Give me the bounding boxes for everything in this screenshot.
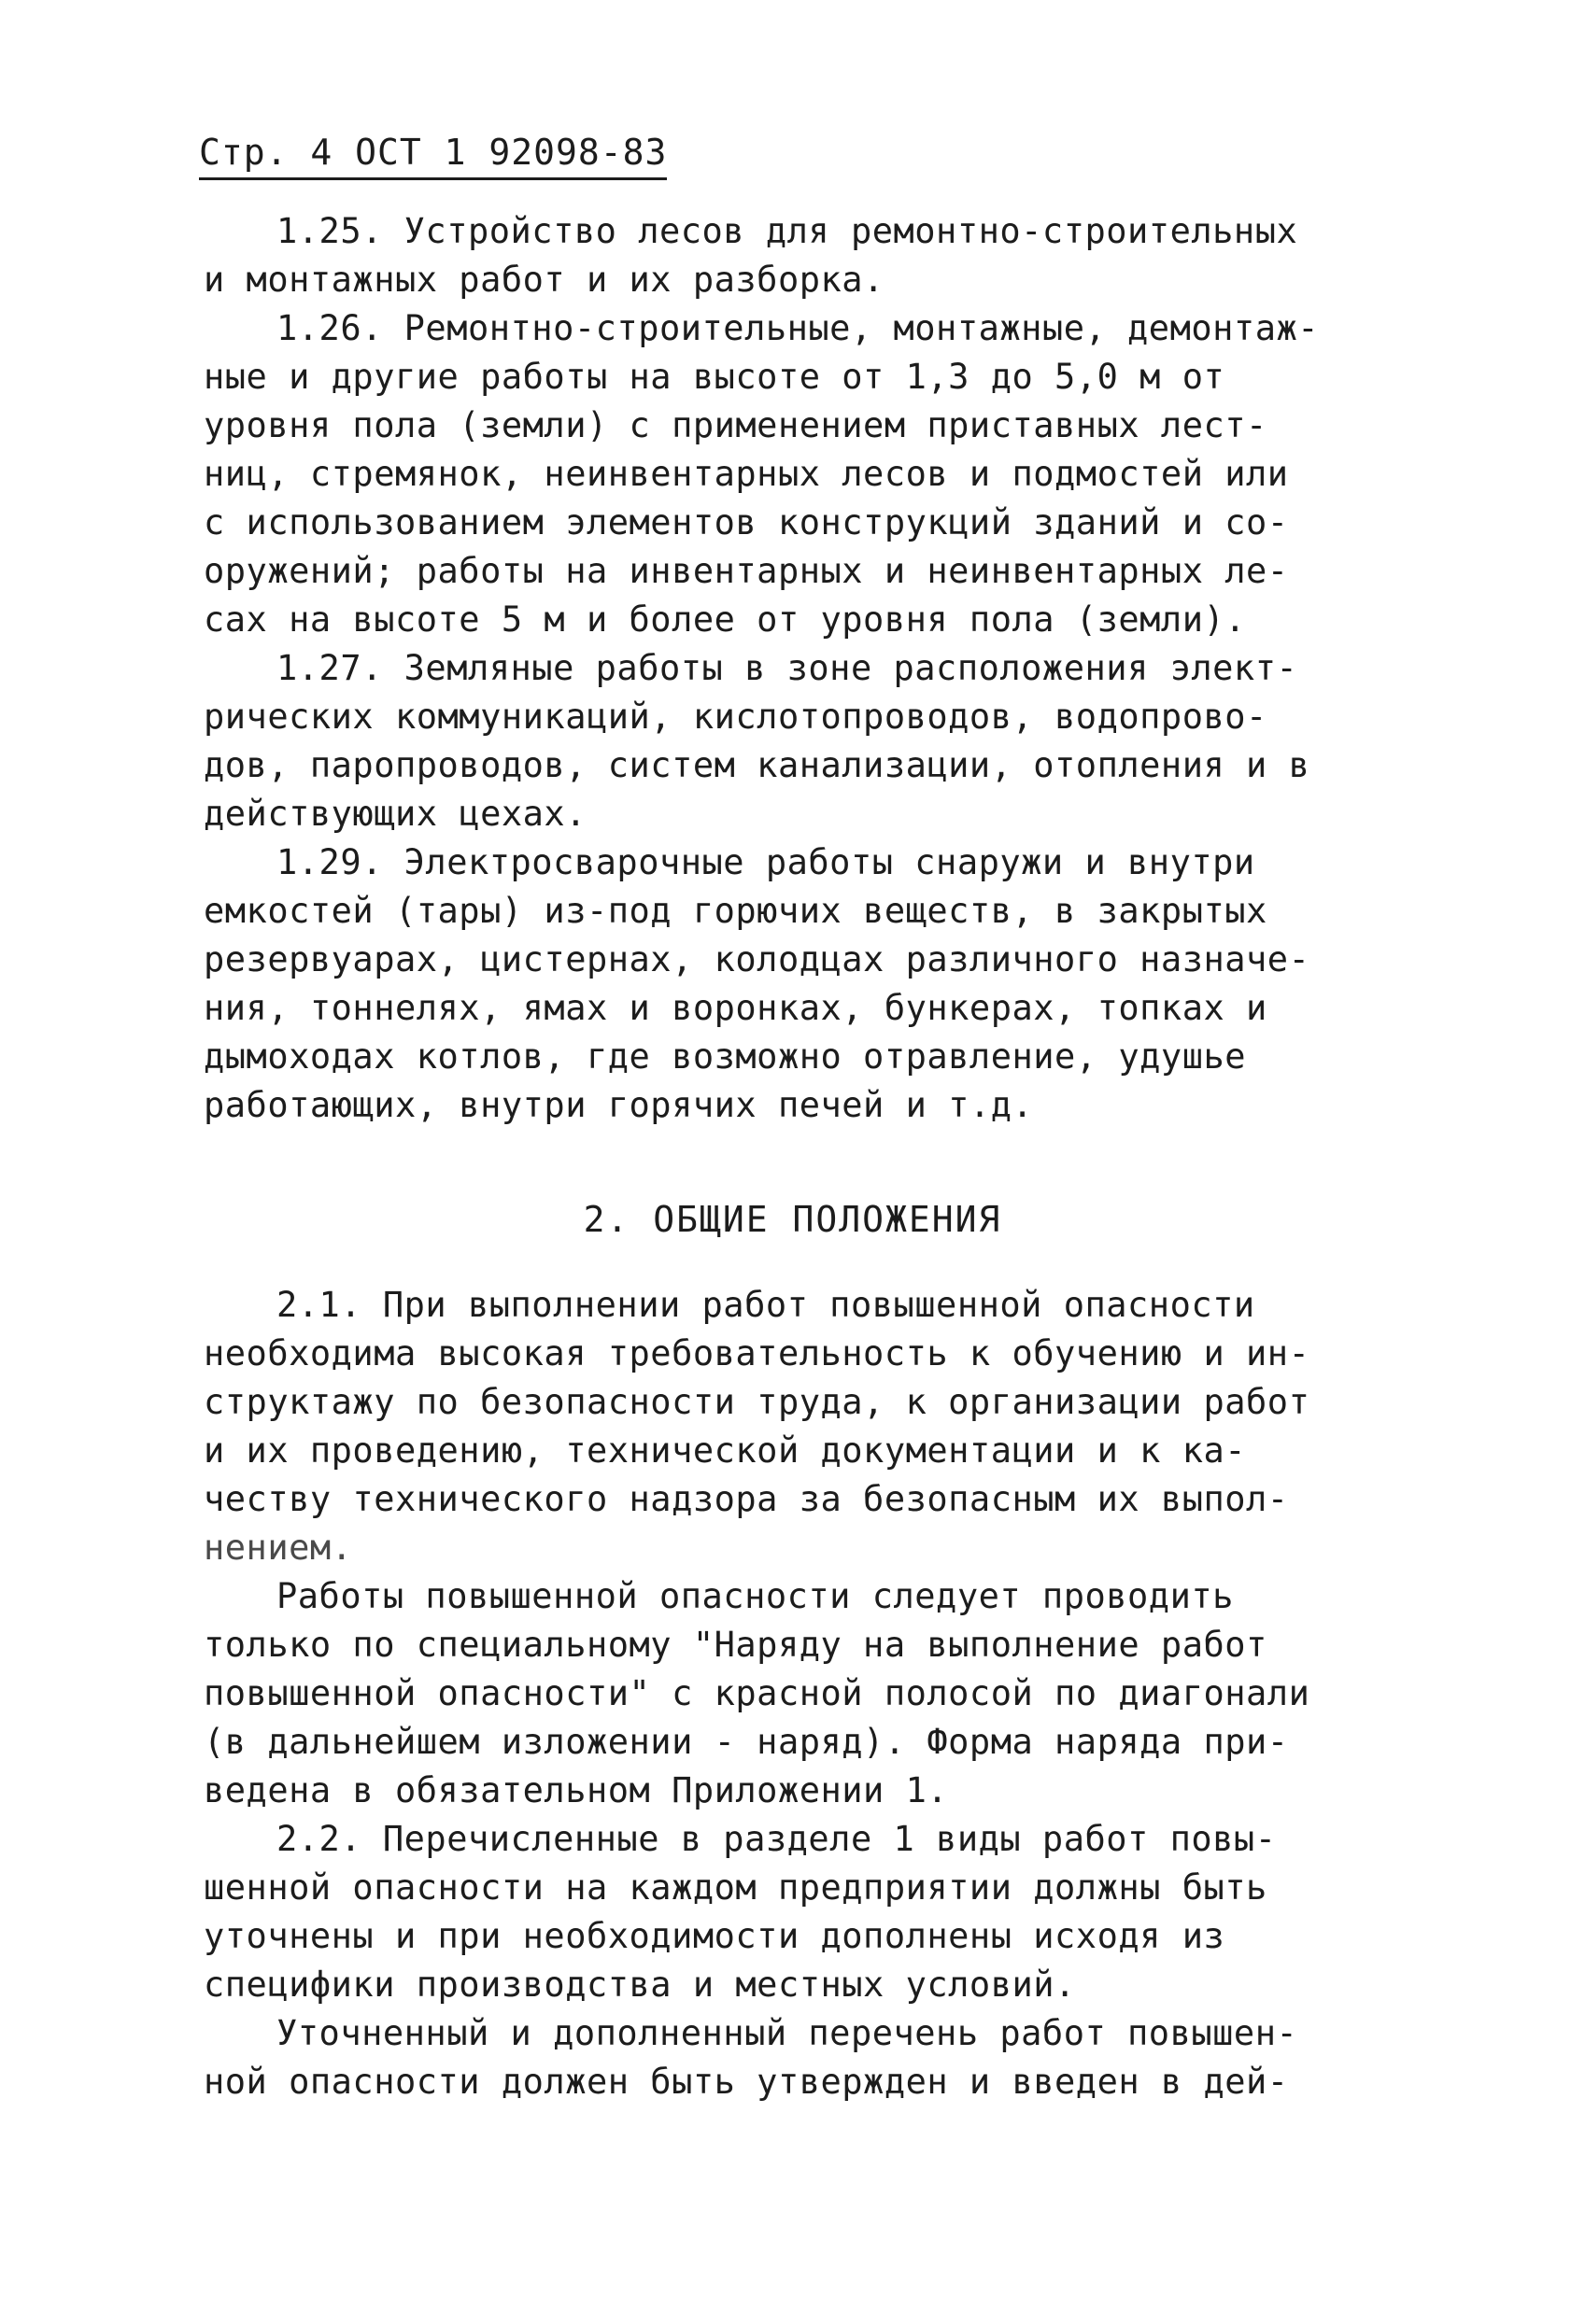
paragraph-line: специфики производства и местных условий. bbox=[204, 1965, 1076, 2005]
paragraph-line: уточнены и при необходимости дополнены исходя из bbox=[204, 1916, 1225, 1956]
section-heading: 2. ОБЩИЕ ПОЛОЖЕНИЯ bbox=[583, 1199, 1002, 1240]
paragraph-line: (в дальнейшем изложении - наряд). Форма наряда при- bbox=[204, 1722, 1289, 1762]
paragraph-line: шенной опасности на каждом предприятии должны быть bbox=[204, 1867, 1267, 1908]
paragraph-line: и монтажных работ и их разборка. bbox=[204, 260, 884, 300]
paragraph-line: повышенной опасности" с красной полосой по диагонали bbox=[204, 1673, 1310, 1713]
paragraph-line: действующих цехах. bbox=[204, 794, 587, 834]
section-2-text bbox=[204, 1281, 1408, 2106]
paragraph-line: только по специальному "Наряду на выполнение работ bbox=[204, 1625, 1267, 1665]
paragraph-line: 1.26. Ремонтно-строительные, монтажные, демонтаж- bbox=[276, 308, 1320, 348]
paragraph-line: нением. bbox=[204, 1528, 353, 1568]
paragraph-line: структажу по безопасности труда, к организации работ bbox=[204, 1382, 1310, 1422]
paragraph-line: 2.1. При выполнении работ повышенной опасности bbox=[276, 1285, 1255, 1325]
paragraph-line: 1.27. Земляные работы в зоне расположения элект- bbox=[276, 648, 1298, 688]
paragraph-line: уровня пола (земли) с применением приставных лест- bbox=[204, 405, 1267, 445]
paragraph-line: Работы повышенной опасности следует проводить bbox=[276, 1576, 1234, 1616]
paragraph-line: рических коммуникаций, кислотопроводов, водопрово- bbox=[204, 697, 1267, 737]
paragraph-line: и их проведению, технической документации и к ка- bbox=[204, 1430, 1247, 1471]
paragraph-line: ведена в обязательном Приложении 1. bbox=[204, 1770, 949, 1810]
paragraph-line: ные и другие работы на высоте от 1,3 до 5,0 м от bbox=[204, 357, 1225, 397]
paragraph-line: Уточненный и дополненный перечень работ повышен- bbox=[276, 2013, 1298, 2053]
paragraph-line: дымоходах котлов, где возможно отравление, удушье bbox=[204, 1036, 1247, 1077]
paragraph-line: емкостей (тары) из-под горючих веществ, в закрытых bbox=[204, 891, 1267, 931]
paragraph-line: 1.29. Электросварочные работы снаружи и внутри bbox=[276, 842, 1255, 882]
paragraph-line: ной опасности должен быть утвержден и введен в дей- bbox=[204, 2062, 1289, 2102]
paragraph-line: ниц, стремянок, неинвентарных лесов и подмостей или bbox=[204, 454, 1289, 494]
paragraph-line: с использованием элементов конструкций зданий и со- bbox=[204, 502, 1289, 542]
page-header: Стр. 4 ОСТ 1 92098-83 bbox=[199, 131, 667, 180]
paragraph-line: резервуарах, цистернах, колодцах различного назначе- bbox=[204, 939, 1310, 979]
section-1-text bbox=[204, 207, 1408, 1130]
paragraph-line: 1.25. Устройство лесов для ремонтно-строительных bbox=[276, 211, 1298, 251]
paragraph-line: ния, тоннелях, ямах и воронках, бункерах, топках и bbox=[204, 988, 1267, 1028]
paragraph-line: сах на высоте 5 м и более от уровня пола (земли). bbox=[204, 599, 1247, 640]
paragraph-line: необходима высокая требовательность к обучению и ин- bbox=[204, 1333, 1310, 1373]
paragraph-line: дов, паропроводов, систем канализации, отопления и в bbox=[204, 745, 1310, 785]
paragraph-line: 2.2. Перечисленные в разделе 1 виды работ повы- bbox=[276, 1819, 1277, 1859]
paragraph-line: работающих, внутри горячих печей и т.д. bbox=[204, 1085, 1034, 1125]
paragraph-line: честву технического надзора за безопасным их выпол- bbox=[204, 1479, 1289, 1519]
paragraph-line: оружений; работы на инвентарных и неинвентарных ле- bbox=[204, 551, 1289, 591]
